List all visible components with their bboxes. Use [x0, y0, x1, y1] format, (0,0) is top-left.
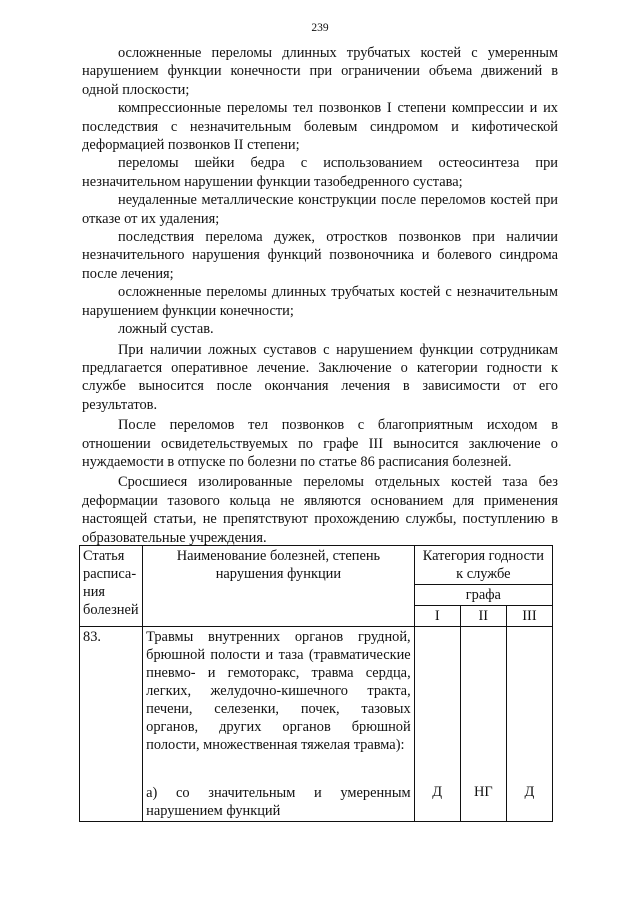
row-grade-3: Д	[506, 627, 552, 822]
row-grade-1: Д	[414, 627, 460, 822]
paragraph: При наличии ложных суставов с нарушением функции сотрудникам предлагается оперативное лечение. Заключение о категории годности к службе выносится после окончания лечения в зависимости от его результатов.	[82, 341, 558, 413]
row-disease-name	[143, 627, 415, 822]
row-article: 83.	[80, 627, 143, 822]
header-column-2: II	[460, 606, 506, 627]
table-row	[80, 627, 553, 822]
paragraph: последствия перелома дужек, отростков позвонков при наличии незначительного нарушения функций позвоночника и болевого синдрома после лечения;	[82, 229, 558, 282]
paragraph: Сросшиеся изолированные переломы отдельных костей таза без деформации тазового кольца не являются основанием для применения настоящей статьи, не препятствуют прохождению службы, поступлению в образовательные учреждения.	[82, 474, 558, 546]
disease-schedule-table	[79, 545, 553, 822]
paragraph: После переломов тел позвонков с благоприятным исходом в отношении освидетельствуемых по графе III выносится заключение о нуждаемости в отпуске по болезни по статье 86 расписания болезней.	[82, 417, 558, 470]
header-disease-name: Наименование болезней, степень нарушения функции	[143, 546, 415, 627]
paragraph: переломы шейки бедра с использованием остеосинтеза при незначительном нарушении функции тазобедренного сустава;	[82, 155, 558, 190]
header-grafa: графа	[414, 585, 552, 606]
header-column-1: I	[414, 606, 460, 627]
paragraph: осложненные переломы длинных трубчатых костей с умеренным нарушением функции конечности при ограничении объема движений в одной плоскости;	[82, 45, 558, 98]
page-number: 239	[311, 22, 329, 34]
body-text	[82, 44, 558, 547]
row-disease-description: Травмы внутренних органов грудной, брюшной полости и таза (травматические пневмо- и гемоторакс, травма сердца, легких, желудочно-кишечного тракта, печени, селезенки, почек, тазовых органов, других органов брюшной полости, множественная тяжелая травма):	[146, 629, 411, 753]
header-column-3: III	[506, 606, 552, 627]
paragraph: неудаленные металлические конструкции после переломов костей при отказе от их удаления;	[82, 192, 558, 227]
row-grade-2: НГ	[460, 627, 506, 822]
paragraph: осложненные переломы длинных трубчатых костей с незначительным нарушением функции конечности;	[82, 284, 558, 319]
paragraph: компрессионные переломы тел позвонков I степени компрессии и их последствия с незначительным болевым синдромом и кифотической деформацией позвонков II степени;	[82, 100, 558, 154]
paragraph: ложный сустав.	[118, 321, 214, 338]
header-article: Статья расписа-ния болезней	[80, 546, 143, 627]
header-category: Категория годности к службе	[414, 546, 552, 585]
table-header-row	[80, 546, 553, 585]
row-sub-item: а) со значительным и умеренным нарушением функций	[146, 785, 411, 819]
